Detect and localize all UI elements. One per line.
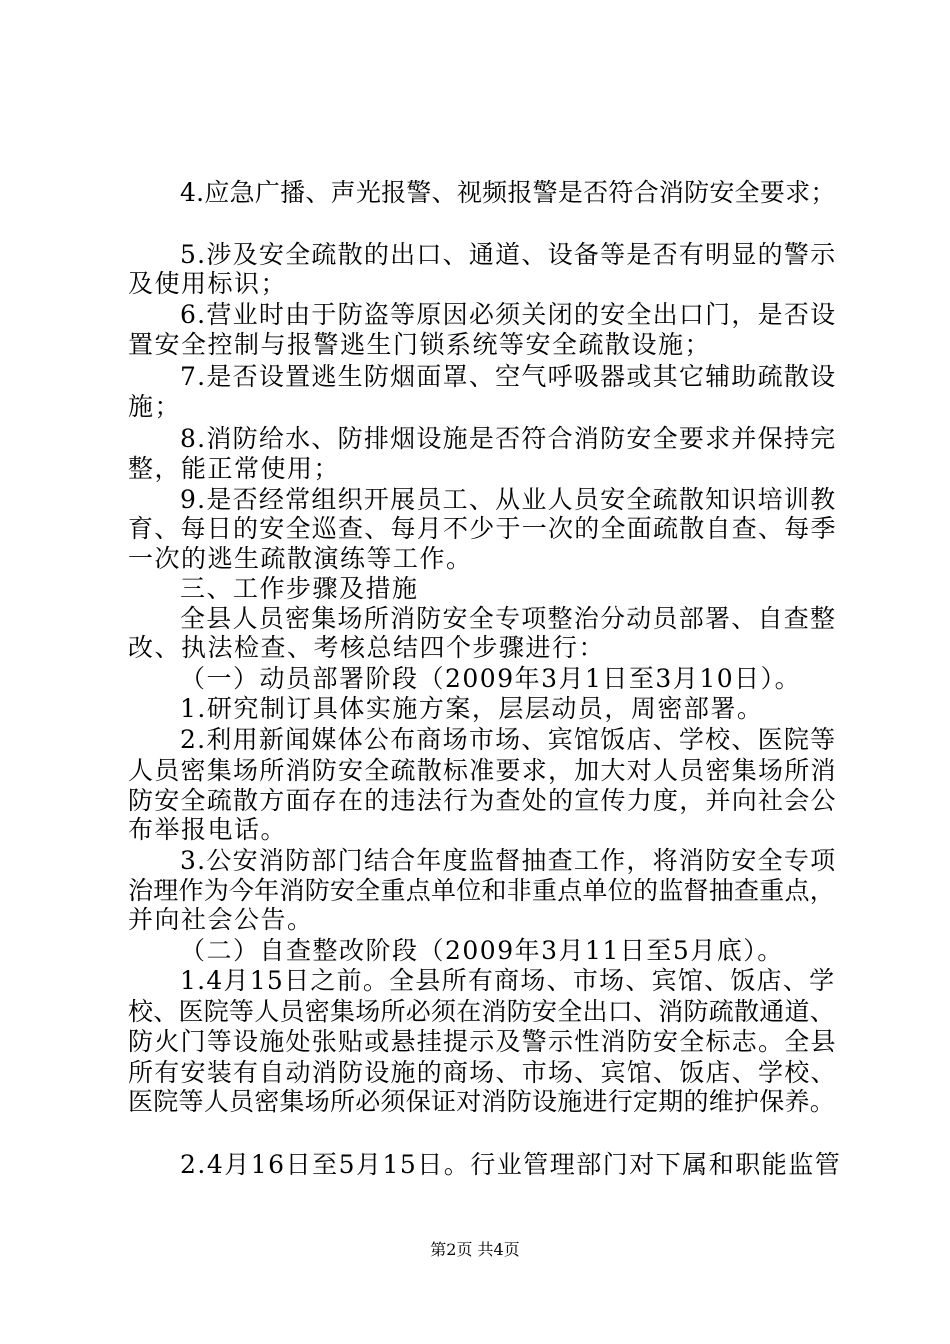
paragraph-line: 医院等人员密集场所必须保证对消防设施进行定期的维护保养。: [128, 1087, 836, 1116]
paragraph-line: 5.涉及安全疏散的出口、通道、设备等是否有明显的警示: [180, 240, 837, 269]
paragraph-line: 1.研究制订具体实施方案，层层动员，周密部署。: [180, 694, 764, 723]
paragraph-line: 布举报电话。: [128, 815, 288, 844]
page-number-footer: 第2页 共4页: [430, 1240, 520, 1259]
paragraph-line: 4.应急广播、声光报警、视频报警是否符合消防安全要求；: [180, 178, 836, 207]
paragraph-line: 3.公安消防部门结合年度监督抽查工作，将消防安全专项: [180, 846, 837, 875]
paragraph-line: 防安全疏散方面存在的违法行为查处的宣传力度，并向社会公: [128, 786, 837, 815]
paragraph-line: 及使用标识；: [128, 269, 288, 298]
paragraph-line: 施；: [128, 392, 182, 421]
paragraph-line: 6.营业时由于防盗等原因必须关闭的安全出口门，是否设: [180, 300, 837, 329]
paragraph-line: 置安全控制与报警逃生门锁系统等安全疏散设施；: [128, 330, 712, 359]
paragraph-line: 2.利用新闻媒体公布商场市场、宾馆饭店、学校、医院等: [180, 725, 837, 754]
paragraph-line: 人员密集场所消防安全疏散标准要求，加大对人员密集场所消: [128, 756, 837, 785]
section-heading: 三、工作步骤及措施: [180, 574, 419, 603]
paragraph-line: 一次的逃生疏散演练等工作。: [128, 544, 473, 573]
paragraph-line: 改、执法检查、考核总结四个步骤进行：: [128, 633, 606, 662]
paragraph-line: 所有安装有自动消防设施的商场、市场、宾馆、饭店、学校、: [128, 1058, 837, 1087]
subsection-heading: （二）自查整改阶段（2009年3月11日至5月底）。: [180, 936, 784, 965]
paragraph-line: 8.消防给水、防排烟设施是否符合消防安全要求并保持完: [180, 424, 837, 453]
paragraph-line: 2.4月16日至5月15日。行业管理部门对下属和职能监管: [180, 1150, 842, 1179]
paragraph-line: 育、每日的安全巡查、每月不少于一次的全面疏散自查、每季: [128, 514, 837, 543]
paragraph-line: 全县人员密集场所消防安全专项整治分动员部署、自查整: [180, 604, 837, 633]
paragraph-line: 防火门等设施处张贴或悬挂提示及警示性消防安全标志。全县: [128, 1027, 837, 1056]
paragraph-line: 9.是否经常组织开展员工、从业人员安全疏散知识培训教: [180, 485, 837, 514]
paragraph-line: 并向社会公告。: [128, 905, 314, 934]
paragraph-line: 治理作为今年消防安全重点单位和非重点单位的监督抽查重点，: [128, 876, 836, 905]
paragraph-line: 整，能正常使用；: [128, 454, 341, 483]
paragraph-line: 7.是否设置逃生防烟面罩、空气呼吸器或其它辅助疏散设: [180, 362, 837, 391]
paragraph-line: 1.4月15日之前。全县所有商场、市场、宾馆、饭店、学: [180, 966, 836, 995]
paragraph-line: 校、医院等人员密集场所必须在消防安全出口、消防疏散通道、: [128, 997, 836, 1026]
subsection-heading: （一）动员部署阶段（2009年3月1日至3月10日）。: [180, 664, 802, 693]
